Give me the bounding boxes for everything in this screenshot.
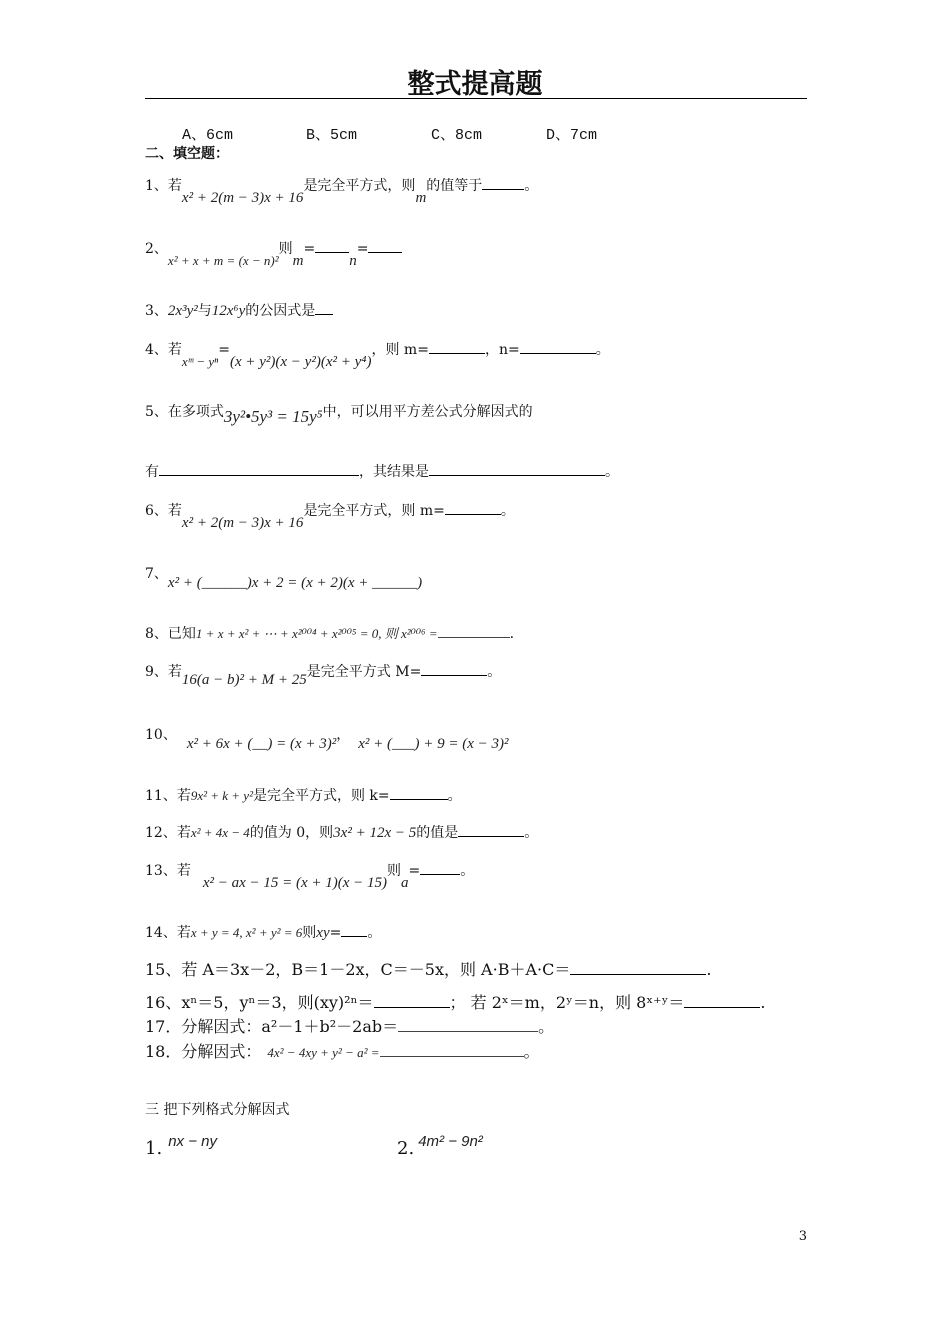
math-expression: x² + (___) + 9 = (x − 3)² [358,736,509,752]
question-text: = [329,925,342,941]
answer-blank [570,962,706,975]
math-variable: m [292,253,304,269]
answer-blank [458,824,524,837]
problem-number: 1. [145,1138,163,1159]
question-text: 则 [387,863,402,879]
math-expression: 9x² + k + y² [190,788,253,803]
question-text: = [218,342,230,358]
question-text: ，其结果是 [359,464,429,480]
math-expression: x² + (______)x + 2 = (x + 2)(x + ______) [167,575,423,591]
choice-a: A、6cm [182,127,234,144]
math-expression: 1 + x + x² + ⋯ + x²⁰⁰⁴ + x²⁰⁰⁵ = 0, 则 x²⁰⁰⁶ = [195,626,438,641]
question-text: 是完全平方式，则 m= [303,503,445,519]
factor-problem-2 [397,1130,483,1159]
math-variable: n [349,253,357,269]
question-5 [145,401,533,426]
question-number: 6、若 [145,503,182,519]
question-text: 15、若 A＝3x－2，B＝1－2x，C＝－5x，则 A·B＋A·C＝ [145,960,571,979]
question-2 [145,238,402,269]
math-expression: nx − ny [168,1133,217,1150]
answer-blank-n [520,341,596,354]
math-expression: 12x⁶y [211,303,246,319]
answer-blank [315,302,333,315]
math-expression: x² + x + m = (x − n)² [167,253,279,268]
question-text: ； 若 2ˣ＝m，2ʸ＝n，则 8ˣ⁺ʸ＝ [449,993,685,1012]
question-text: 的值等于 [426,178,483,194]
question-text: 的值为 0，则 [249,825,334,841]
question-text: 的值是 [416,825,459,841]
question-number: 10、 [145,727,177,743]
answer-blank [421,663,487,676]
question-8 [145,623,514,643]
answer-blank [429,463,605,476]
answer-blank [438,625,510,638]
question-text: 。 [524,825,539,841]
question-text: . [509,626,515,642]
question-text: ，n= [484,342,520,358]
page-number: 3 [798,1229,807,1244]
question-16 [145,990,765,1013]
question-number: 11、若 [145,788,191,804]
math-expression: x² + 2(m − 3)x + 16 [181,515,304,531]
title-divider [145,98,807,99]
question-text: 16、xⁿ＝5，yⁿ＝3，则(xy)²ⁿ＝ [145,993,374,1012]
math-expression: 4m² − 9n² [418,1133,483,1150]
math-expression: (x + y²)(x − y²)(x² + y⁴) [229,354,372,370]
question-text: 。 [367,925,382,941]
question-text: 是完全平方式，则 [303,178,416,194]
question-text: 是完全平方式 M= [306,664,422,680]
math-variable: m [415,190,427,206]
section-fill-in-heading: 二、填空题： [145,146,229,162]
math-expression: 2x³y² [167,303,198,319]
math-variable: a [401,875,409,891]
question-text: 。 [447,788,462,804]
question-text: . [760,993,766,1012]
question-text: 18．分解因式： [145,1042,262,1061]
question-text: 与 [197,303,212,319]
math-expression: 3x² + 12x − 5 [333,825,417,841]
page-title: 整式提高题 [407,69,543,100]
question-text: ，则 m= [371,342,429,358]
math-expression: 4x² − 4xy + y² − a² = [267,1045,380,1060]
factor-problem-1 [145,1130,217,1159]
answer-blank [374,995,450,1008]
math-expression: 3y²•5y³ = 15y⁵ [223,407,323,426]
answer-blank-m [429,341,485,354]
answer-blank [315,240,349,253]
question-text: = [408,863,421,879]
section-factorize-heading: 三 把下列格式分解因式 [145,1102,290,1118]
question-1 [145,175,539,206]
question-text: 。 [595,342,610,358]
math-expression: x + y = 4, x² + y² = 6 [190,925,303,940]
question-number: 5、在多项式 [145,404,224,420]
question-text: 的公因式是 [245,303,316,319]
question-text: = [356,241,369,257]
question-4 [145,339,610,370]
question-text: 。 [487,664,502,680]
question-17 [145,1014,554,1037]
answer-blank [390,787,448,800]
answer-blank [445,502,501,515]
question-number: 7、 [145,566,168,582]
math-expression: xᵐ − yⁿ [181,354,219,369]
question-number: 9、若 [145,664,182,680]
question-number: 12、若 [145,825,191,841]
question-text: 。 [523,1042,540,1061]
question-6 [145,500,515,531]
question-text: 。 [524,178,539,194]
answer-blank [380,1044,524,1057]
question-7 [145,563,423,591]
question-13 [145,860,475,891]
question-text: . [706,960,712,979]
question-14 [145,922,381,942]
question-number: 3、 [145,303,168,319]
question-text: 17．分解因式：a²－1＋b²－2ab＝ [145,1017,399,1036]
answer-blank [159,463,359,476]
question-15 [145,957,711,980]
answer-blank [482,177,524,190]
choice-d: D、7cm [546,127,598,144]
question-text: 。 [500,503,515,519]
question-9 [145,661,502,688]
question-12 [145,822,538,842]
math-expression: x² + 4x − 4 [190,825,250,840]
question-number: 14、若 [145,925,191,941]
math-expression: x² + 2(m − 3)x + 16 [181,190,304,206]
question-text: 中，可以用平方差公式分解因式的 [322,404,533,420]
problem-number: 2. [397,1138,415,1159]
answer-blank [420,862,460,875]
question-11 [145,785,462,805]
question-number: 1、若 [145,178,182,194]
question-number: 8、已知 [145,626,196,642]
question-text: 有 [145,464,159,480]
question-number: 13、若 [145,863,191,879]
question-number: 4、若 [145,342,182,358]
question-text: ， [336,727,351,743]
math-expression: x² − ax − 15 = (x + 1)(x − 15) [202,875,388,891]
question-number: 2、 [145,241,168,257]
choice-b: B、5cm [306,127,358,144]
math-expression: x² + 6x + (__) = (x + 3)² [186,736,337,752]
question-10 [145,724,509,752]
question-18 [145,1039,540,1062]
question-3 [145,300,333,320]
answer-blank [398,1019,538,1032]
answer-blank [341,924,367,937]
question-text: 。 [605,464,619,480]
question-5-line-2 [145,461,619,481]
question-text: 。 [538,1017,555,1036]
question-text: = [303,241,316,257]
math-expression: 16(a − b)² + M + 25 [181,672,307,688]
question-text: 则 [278,241,293,257]
answer-blank [684,995,760,1008]
answer-blank [368,240,402,253]
question-text: 。 [460,863,475,879]
math-variable: xy [316,925,330,941]
question-text: 则 [302,925,317,941]
question-text: 是完全平方式，则 k= [252,788,390,804]
choice-c: C、8cm [431,127,483,144]
